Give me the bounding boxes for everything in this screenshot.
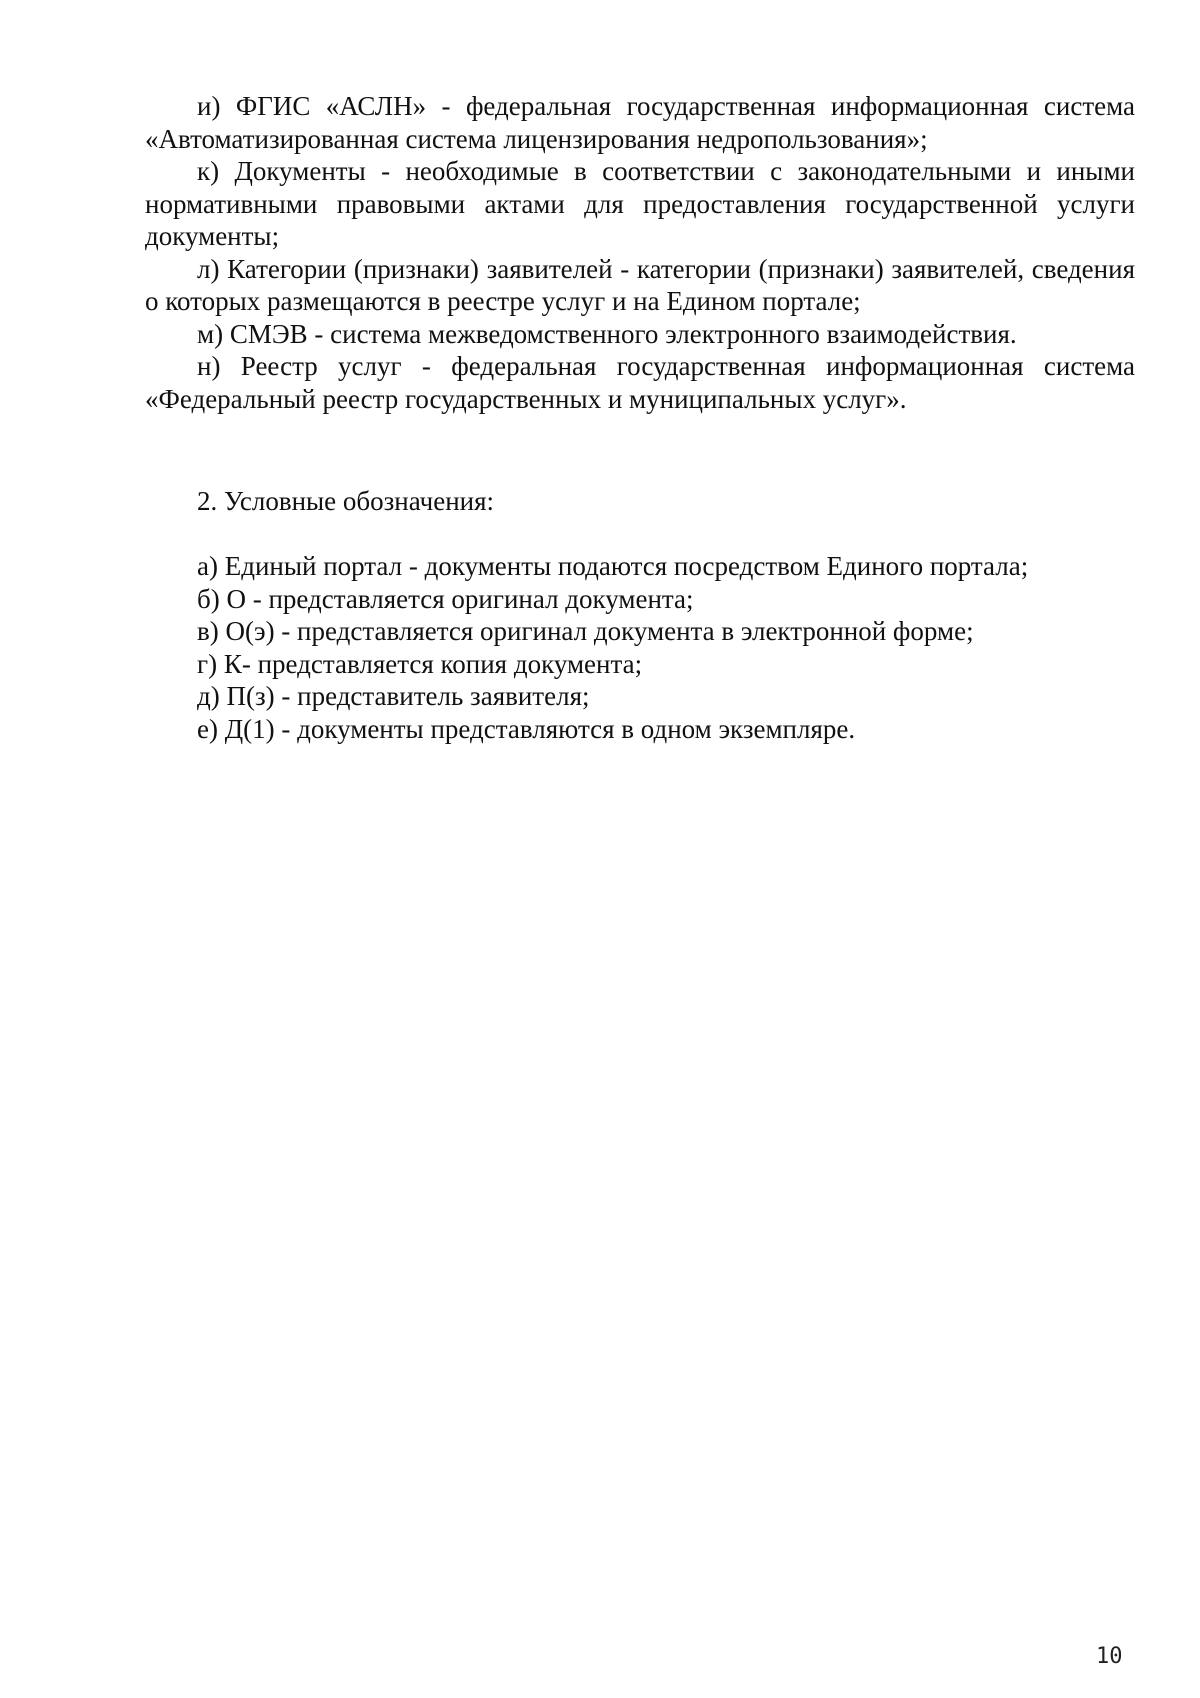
definition-item-k: к) Документы - необходимые в соответствии с законодательными и иными нормативными правовыми актами для предоставления государственной услуги документы; (145, 156, 1135, 251)
definition-item-n: н) Реестр услуг - федеральная государственная информационная система «Федеральный реестр государственных и муниципальных услуг». (145, 351, 1135, 414)
legend-item-a: а) Единый портал - документы подаются посредством Единого портала; (197, 551, 1029, 581)
section-heading: 2. Условные обозначения: (197, 486, 495, 516)
legend-item-g: г) К- представляется копия документа; (197, 648, 643, 679)
legend-item-v: в) О(э) - представляется оригинал документа в электронной форме; (197, 616, 974, 646)
definition-item-l: л) Категории (признаки) заявителей - категории (признаки) заявителей, сведения о которых размещаются в реестре услуг и на Едином портале; (145, 253, 1135, 316)
legend-item-b: б) О - представляется оригинал документа; (197, 583, 694, 614)
legend-item-d: д) П(з) - представитель заявителя; (197, 681, 590, 711)
definition-item-i: и) ФГИС «АСЛН» - федеральная государственная информационная система «Автоматизированная система лицензирования недропользования»; (145, 91, 1135, 154)
page-number: 10 (1096, 1644, 1123, 1669)
definition-item-m: м) СМЭВ - система межведомственного электронного взаимодействия. (197, 318, 1017, 349)
definitions-block (145, 90, 1135, 415)
legend-list (197, 550, 1028, 745)
legend-item-e: е) Д(1) - документы представляются в одном экземпляре. (197, 713, 856, 744)
